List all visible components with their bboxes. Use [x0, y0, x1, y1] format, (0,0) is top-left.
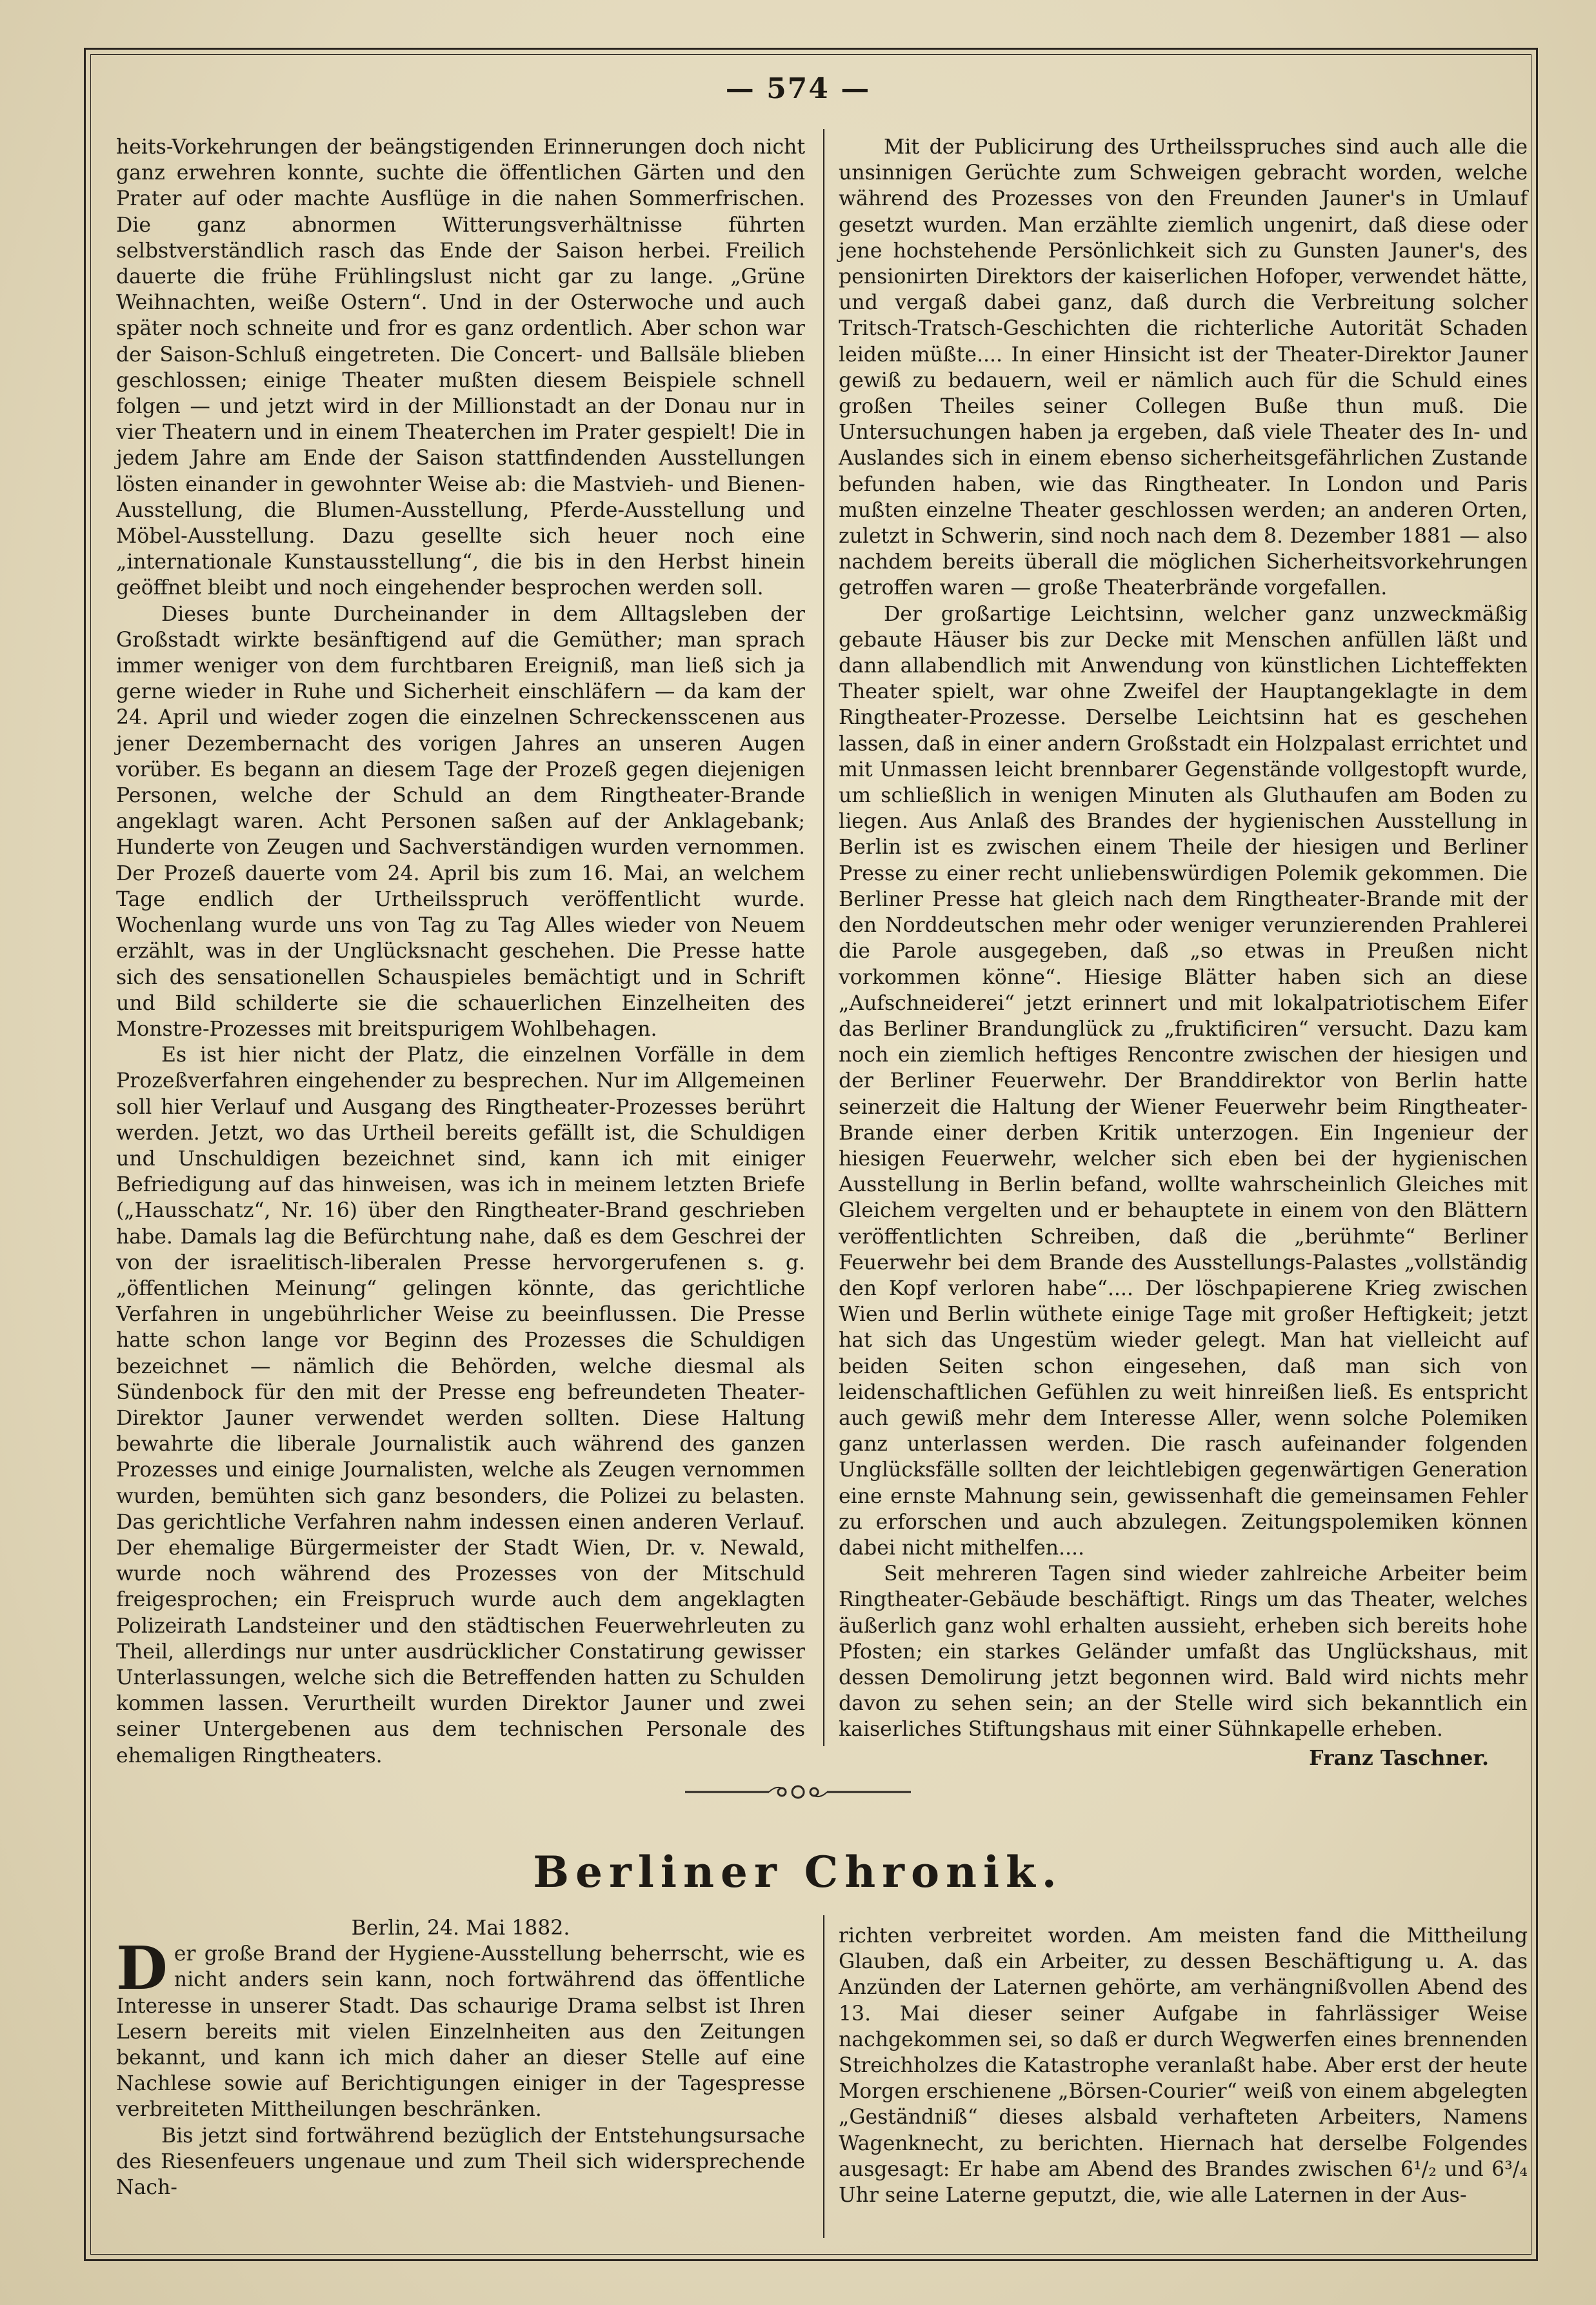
ornamental-divider — [685, 1782, 911, 1802]
paragraph — [116, 1933, 805, 2122]
section-heading: Berliner Chronik. — [533, 1847, 1063, 1897]
chronicle-right-column — [839, 1923, 1528, 2246]
paragraph: Der großartige Leichtsinn, welcher ganz unzweckmäßig gebaute Häuser bis zur Decke mit Menschen anfüllen läßt und dann allabendlich mit Anwendung von künstlichen Lichteffekten Theater spielt, war ohne Zweifel der Hauptangeklagte in dem Ringtheater-Prozesse. Derselbe Leichtsinn hat es geschehen lassen, daß in einer andern Großstadt ein Holzpalast errichtet und mit Unmassen leicht brennbarer Gegenstände vollgestopft wurde, um schließlich in wenigen Minuten als Gluthaufen am Boden zu liegen. Aus Anlaß des Brandes der hygienischen Ausstellung in Berlin ist es zwischen einem Theile der hiesigen und Berliner Presse zu einer recht unliebenswürdigen Polemik gekommen. Die Berliner Presse hat gleich nach dem Ringtheater-Brande mit der den Norddeutschen mehr oder weniger verunzierenden Prahlerei die Parole ausgegeben, daß „so etwas in Preußen nicht vorkommen könne“. Hiesige Blätter haben sich an diese „Aufschneiderei“ jetzt erinnert und mit lokalpatriotischem Eifer das Berliner Brandunglück zu „fruktificiren“ versucht. Dazu kam noch ein ziemlich heftiges Rencontre zwischen der hiesigen und der Berliner Feuerwehr. Der Branddirektor von Berlin hatte seinerzeit die Haltung der Wiener Feuerwehr beim Ringtheater-Brande einer derben Kritik unterzogen. Ein Ingenieur der hiesigen Feuerwehr, welcher sich eben bei der hygienischen Ausstellung in Berlin befand, wollte wahrscheinlich Gleiches mit Gleichem vergelten und er behauptete in einem von den Blättern veröffentlichten Schreiben, daß die „berühmte“ Berliner Feuerwehr bei dem Brande des Ausstellungs-Palastes „vollständig den Kopf verloren habe“.... Der löschpapierene Krieg zwischen Wien und Berlin wüthete einige Tage mit großer Heftigkeit; jetzt hat sich das Ungestüm wieder gelegt. Man hat vielleicht auf beiden Seiten schon eingesehen, daß man sich von leidenschaftlichen Gefühlen zu weit hinreißen ließ. Es entspricht auch gewiß mehr dem Interesse Aller, wenn solche Polemiken ganz unterlassen werden. Die rasch aufeinander folgenden Unglücksfälle sollten der leichtlebigen gegenwärtigen Generation eine ernste Mahnung sein, gewissenhaft die gemeinsamen Fehler zu erforschen und auch abzulegen. Zeitungspolemiken können dabei nicht mithelfen.... — [839, 602, 1528, 1560]
article-continuation-right-column — [839, 134, 1528, 1770]
paragraph: Es ist hier nicht der Platz, die einzelnen Vorfälle in dem Prozeßverfahren eingehender zu besprechen. Nur im Allgemeinen soll hier Verlauf und Ausgang des Ringtheater-Prozesses berührt werden. Jetzt, wo das Urtheil bereits gefällt ist, die Schuldigen und Unschuldigen bezeichnet sind, kann ich mit einiger Befriedigung auf das hinweisen, was ich in meinem letzten Briefe („Hausschatz“, Nr. 16) über den Ringtheater-Brand geschrieben habe. Damals lag die Befürchtung nahe, daß es dem Geschrei der von der israelitisch-liberalen Presse hervorgerufenen s. g. „öffentlichen Meinung“ gelingen könnte, das gerichtliche Verfahren in ungebührlicher Weise zu beeinflussen. Die Presse hatte schon lange vor Beginn des Prozesses die Schuldigen bezeichnet — nämlich die Behörden, welche diesmal als Sündenbock für den mit der Presse eng befreundeten Theater-Direktor Jauner verwendet werden sollten. Diese Haltung bewahrte die liberale Journalistik auch während des ganzen Prozesses und einige Journalisten, welche als Zeugen vernommen wurden, bemühten sich ganz besonders, die Polizei zu belasten. Das gerichtliche Verfahren nahm indessen einen anderen Verlauf. Der ehemalige Bürgermeister der Stadt Wien, Dr. v. Newald, wurde noch während des Prozesses von der Mitschuld freigesprochen; ein Freispruch wurde auch dem angeklagten Polizeirath Landsteiner und den städtischen Feuerwehrleuten zu Theil, allerdings nur unter ausdrücklicher Constatirung gewisser Unterlassungen, welche sich die Betreffenden hatten zu Schulden kommen lassen. Verurtheilt wurden Direktor Jauner und zwei seiner Untergebenen aus dem technischen Personale des ehemaligen Ringtheaters. — [116, 1043, 805, 1767]
paragraph: heits-Vorkehrungen der beängstigenden Erinnerungen doch nicht ganz erwehren konnte, suchte die öffentlichen Gärten und den Prater auf oder machte Ausflüge in die nahen Sommerfrischen. Die ganz abnormen Witterungsverhältnisse führten selbstverständlich rasch das Ende der Saison herbei. Freilich dauerte die frühe Frühlingslust nicht gar zu lange. „Grüne Weihnachten, weiße Ostern“. Und in der Osterwoche und auch später noch schneite und fror es ganz ordentlich. Aber schon war der Saison-Schluß eingetreten. Die Concert- und Ballsäle blieben geschlossen; einige Theater mußten diesem Beispiele schnell folgen — und jetzt wird in der Millionstadt an der Donau nur in vier Theatern und in einem Theaterchen im Prater gespielt! Die in jedem Jahre am Ende der Saison stattfindenden Ausstellungen lösten einander in gewohnter Weise ab: die Mastvieh- und Bienen-Ausstellung, die Blumen-Ausstellung, Pferde-Ausstellung und Möbel-Ausstellung. Dazu gesellte sich heuer noch eine „internationale Kunstausstellung“, die bis in den Herbst hinein geöffnet bleibt und noch eingehender besprochen werden soll. — [116, 136, 805, 600]
chronicle-left-column — [116, 1915, 805, 2238]
column-rule-lower — [823, 1915, 824, 2238]
drop-capital: D — [116, 1933, 168, 2004]
paragraph: Seit mehreren Tagen sind wieder zahlreiche Arbeiter beim Ringtheater-Gebäude beschäftigt. Rings um das Theater, welches äußerlich ganz wohl erhalten aussieht, erheben sich bereits hohe Pfosten; ein starkes Geländer umfaßt das Unglückshaus, mit dessen Demolirung jetzt begonnen wird. Bald wird nichts mehr davon zu sehen sein; an der Stelle wird sich bekanntlich ein kaiserliches Stiftungshaus mit einer Sühnkapelle erheben. — [839, 1562, 1528, 1742]
paragraph-text: er große Brand der Hygiene-Ausstellung beherrscht, wie es nicht anders sein kann, noch fortwährend das öffentliche Interesse in unserer Stadt. Das schaurige Drama selbst ist Ihren Lesern bereits mit vielen Einzelnheiten aus den Zeitungen bekannt, und kann ich mich daher an dieser Stelle auf eine Nachlese sowie auf Berichtigungen einiger in der Tagespresse verbreiteten Mittheilungen beschränken. — [116, 1942, 805, 2122]
page-number: — 574 — — [725, 72, 871, 105]
dateline: Berlin, 24. Mai 1882. — [351, 1917, 570, 1940]
article-continuation-left-column — [116, 134, 805, 1767]
author-signature: Franz Taschner. — [1309, 1746, 1489, 1770]
paragraph: Dieses bunte Durcheinander in dem Alltagsleben der Großstadt wirkte besänftigend auf die Gemüther; man sprach immer weniger von dem furchtbaren Ereigniß, man ließ sich ja gerne wieder in Ruhe und Sicherheit einschläfern — da kam der 24. April und wieder zogen die einzelnen Schreckensscenen aus jener Dezembernacht des vorigen Jahres an unseren Augen vorüber. Es begann an diesem Tage der Prozeß gegen diejenigen Personen, welche der Schuld an dem Ringtheater-Brande angeklagt waren. Acht Personen saßen auf der Anklagebank; Hunderte von Zeugen und Sachverständigen wurden vernommen. Der Prozeß dauerte vom 24. April bis zum 16. Mai, an welchem Tage endlich der Urtheilsspruch veröffentlicht wurde. Wochenlang wurde uns von Tag zu Tag Alles wieder von Neuem erzählt, was in der Unglücksnacht geschehen. Die Presse hatte sich des sensationellen Schauspieles bemächtigt und in Schrift und Bild schilderte sie die schauerlichen Einzelheiten des Monstre-Prozesses mit breitspurigem Wohlbehagen. — [116, 602, 805, 1041]
column-rule-upper — [823, 129, 824, 1746]
paragraph: richten verbreitet worden. Am meisten fand die Mittheilung Glauben, daß ein Arbeiter, zu dessen Beschäftigung u. A. das Anzünden der Laternen gehörte, am verhängnißvollen Abend des 13. Mai dieser seiner Aufgabe in fahrlässiger Weise nachgekommen sei, so daß er durch Wegwerfen eines brennenden Streichholzes die Katastrophe veranlaßt habe. Aber erst der heute Morgen erschienene „Börsen-Courier“ weiß von einem abgelegten „Geständniß“ dieses alsbald verhafteten Arbeiters, Namens Wagenknecht, zu berichten. Hiernach hat derselbe Folgendes ausgesagt: Er habe am Abend des Brandes zwischen 6¹/₂ und 6³/₄ Uhr seine Laterne geputzt, die, wie alle Laternen in der Aus- — [839, 1924, 1528, 2208]
paragraph: Bis jetzt sind fortwährend bezüglich der Entstehungsursache des Riesenfeuers ungenaue und zum Theil sich widersprechende Nach- — [116, 2124, 805, 2200]
paragraph: Mit der Publicirung des Urtheilsspruches sind auch alle die unsinnigen Gerüchte zum Schweigen gebracht worden, welche während des Prozesses von den Freunden Jauner's in Umlauf gesetzt wurden. Man erzählte ziemlich ungenirt, daß diese oder jene hochstehende Persönlichkeit sich zu Gunsten Jauner's, des pensionirten Direktors der kaiserlichen Hofoper, verwendet hätte, und vergaß dabei ganz, daß durch die Verbreitung solcher Tritsch-Tratsch-Geschichten die richterliche Autorität Schaden leiden müßte.... In einer Hinsicht ist der Theater-Direktor Jauner gewiß zu bedauern, weil er nämlich auch für die Schuld eines großen Theiles seiner Collegen Buße thun muß. Die Untersuchungen haben ja ergeben, daß viele Theater des In- und Auslandes sich in einem ebenso sicherheitsgefährlichen Zustande befunden haben, wie das Ringtheater. In London und Paris mußten einzelne Theater geschlossen werden; an anderen Orten, zuletzt in Schwerin, sind noch nach dem 8. Dezember 1881 — also nachdem bereits überall die möglichen Sicherheitsvorkehrungen getroffen waren — große Theaterbrände vorgefallen. — [839, 136, 1528, 600]
